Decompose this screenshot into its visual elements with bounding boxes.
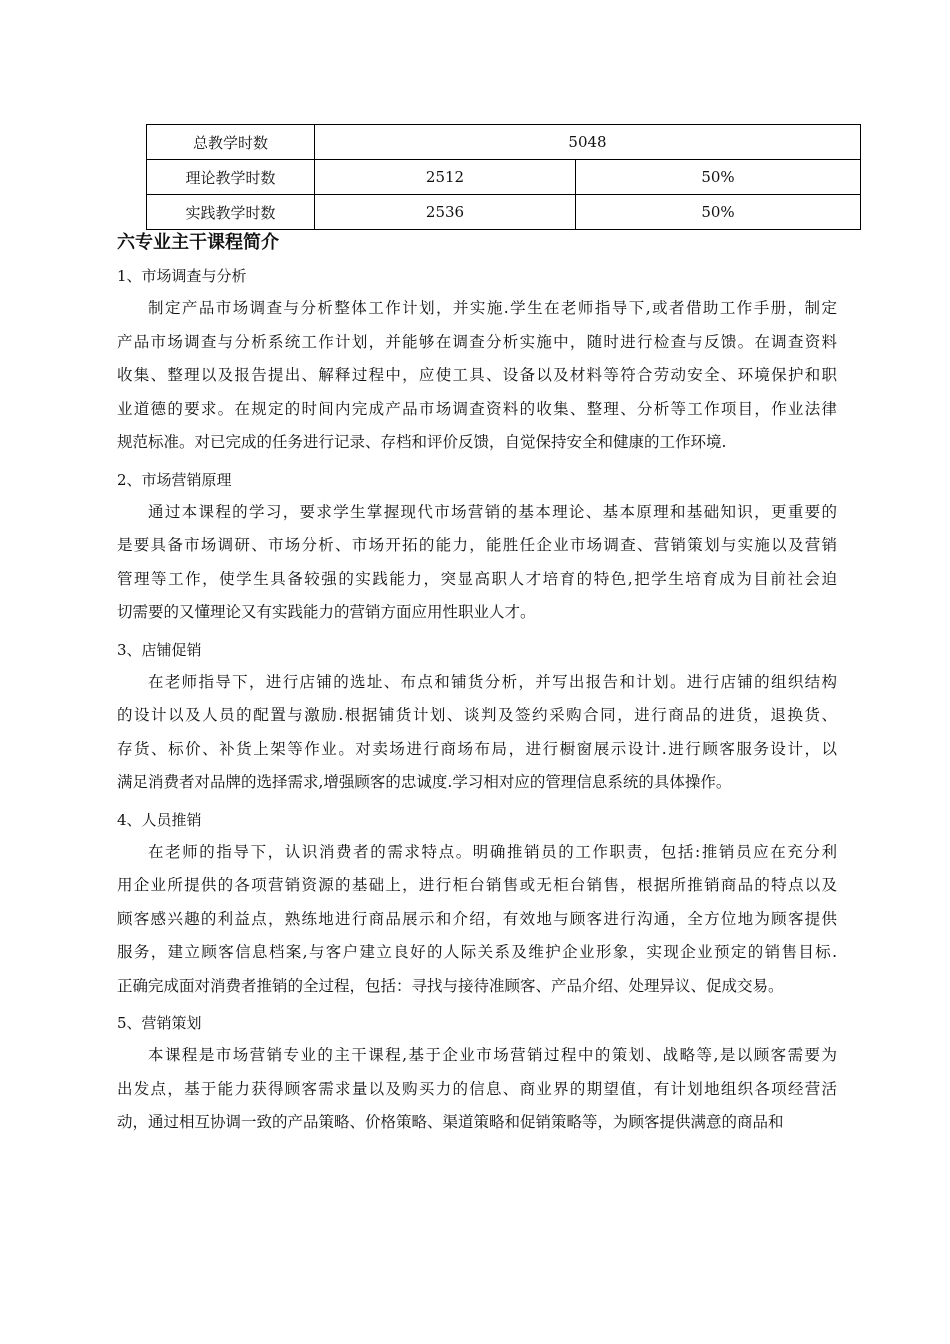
course-block [117,638,837,800]
course-title: 2、市场营销原理 [117,470,232,489]
paragraph-line: 出发点，基于能力获得顾客需求量以及购买力的信息、商业界的期望值，有计划地组织各项经营活 [117,1079,837,1098]
paragraph-line: 制定产品市场调查与分析整体工作计划，并实施.学生在老师指导下,或者借助工作手册，制定 [148,299,837,317]
row-percent: 50% [576,160,861,195]
course-title: 4、人员推销 [117,810,202,829]
course-description [117,666,837,800]
course-intro-section [117,230,837,1140]
course-block [117,808,837,1004]
row-value: 5048 [315,125,861,160]
paragraph-line: 通过本课程的学习，要求学生掌握现代市场营销的基本理论、基本原理和基础知识，更重要的 [148,502,837,521]
paragraph-line: 顾客感兴趣的利益点，熟练地进行商品展示和介绍，有效地与顾客进行沟通，全方位地为顾客提供 [117,909,837,928]
paragraph-line: 动，通过相互协调一致的产品策略、价格策略、渠道策略和促销策略等，为顾客提供满意的商品和 [117,1113,784,1131]
course-description [117,292,837,460]
course-description [117,1039,837,1140]
table-row [147,125,861,160]
table-row [147,160,861,195]
paragraph-line: 服务，建立顾客信息档案,与客户建立良好的人际关系及维护企业形象，实现企业预定的销售目标. [117,943,837,961]
paragraph-line: 在老师的指导下，认识消费者的需求特点。明确推销员的工作职责，包括:推销员应在充分利 [148,842,837,861]
paragraph-line: 规范标准。对已完成的任务进行记录、存档和评价反馈，自觉保持安全和健康的工作环境. [117,433,727,451]
paragraph-line: 正确完成面对消费者推销的全过程，包括：寻找与接待准顾客、产品介绍、处理异议、促成交易。 [117,976,784,995]
paragraph-line: 的设计以及人员的配置与激励.根据铺货计划、谈判及签约采购合同，进行商品的进货，退换货、 [117,706,837,724]
row-percent: 50% [576,195,861,230]
row-value: 2536 [315,195,576,230]
row-label: 理论教学时数 [147,160,315,195]
paragraph-line: 切需要的又懂理论又有实践能力的营销方面应用性职业人才。 [117,603,536,621]
course-block [117,1011,837,1140]
section-title: 六专业主干课程简介 [117,232,279,253]
paragraph-line: 收集、整理以及报告提出、解释过程中，应使工具、设备以及材料等符合劳动安全、环境保护和职 [117,366,837,384]
course-description [117,496,837,630]
paragraph-line: 用企业所提供的各项营销资源的基础上，进行柜台销售或无柜台销售，根据所推销商品的特点以及 [117,876,837,894]
paragraph-line: 在老师指导下，进行店铺的选址、布点和铺货分析，并写出报告和计划。进行店铺的组织结构 [148,672,837,691]
paragraph-line: 是要具备市场调研、市场分析、市场开拓的能力，能胜任企业市场调查、营销策划与实施以及营销 [117,536,837,554]
course-block [117,264,837,460]
paragraph-line: 满足消费者对品牌的选择需求,增强顾客的忠诚度.学习相对应的管理信息系统的具体操作。 [117,773,732,791]
course-description [117,836,837,1004]
row-label: 总教学时数 [147,125,315,160]
row-label: 实践教学时数 [147,195,315,230]
course-block [117,468,837,630]
teaching-hours-table [146,124,861,230]
paragraph-line: 管理等工作，使学生具备较强的实践能力，突显高职人才培育的特色,把学生培育成为目前社会迫 [117,569,837,588]
row-value: 2512 [315,160,576,195]
paragraph-line: 存货、标价、补货上架等作业。对卖场进行商场布局，进行橱窗展示设计.进行顾客服务设计，以 [117,739,837,758]
paragraph-line: 业道德的要求。在规定的时间内完成产品市场调查资料的收集、整理、分析等工作项目，作业法律 [117,399,837,418]
paragraph-line: 产品市场调查与分析系统工作计划，并能够在调查分析实施中，随时进行检查与反馈。在调查资料 [117,332,837,351]
table-row [147,195,861,230]
course-title: 5、营销策划 [117,1014,202,1032]
course-title: 1、市场调查与分析 [117,267,247,285]
course-title: 3、店铺促销 [117,640,202,659]
paragraph-line: 本课程是市场营销专业的主干课程,基于企业市场营销过程中的策划、战略等,是以顾客需要为 [148,1046,837,1064]
course-list [117,264,837,1140]
